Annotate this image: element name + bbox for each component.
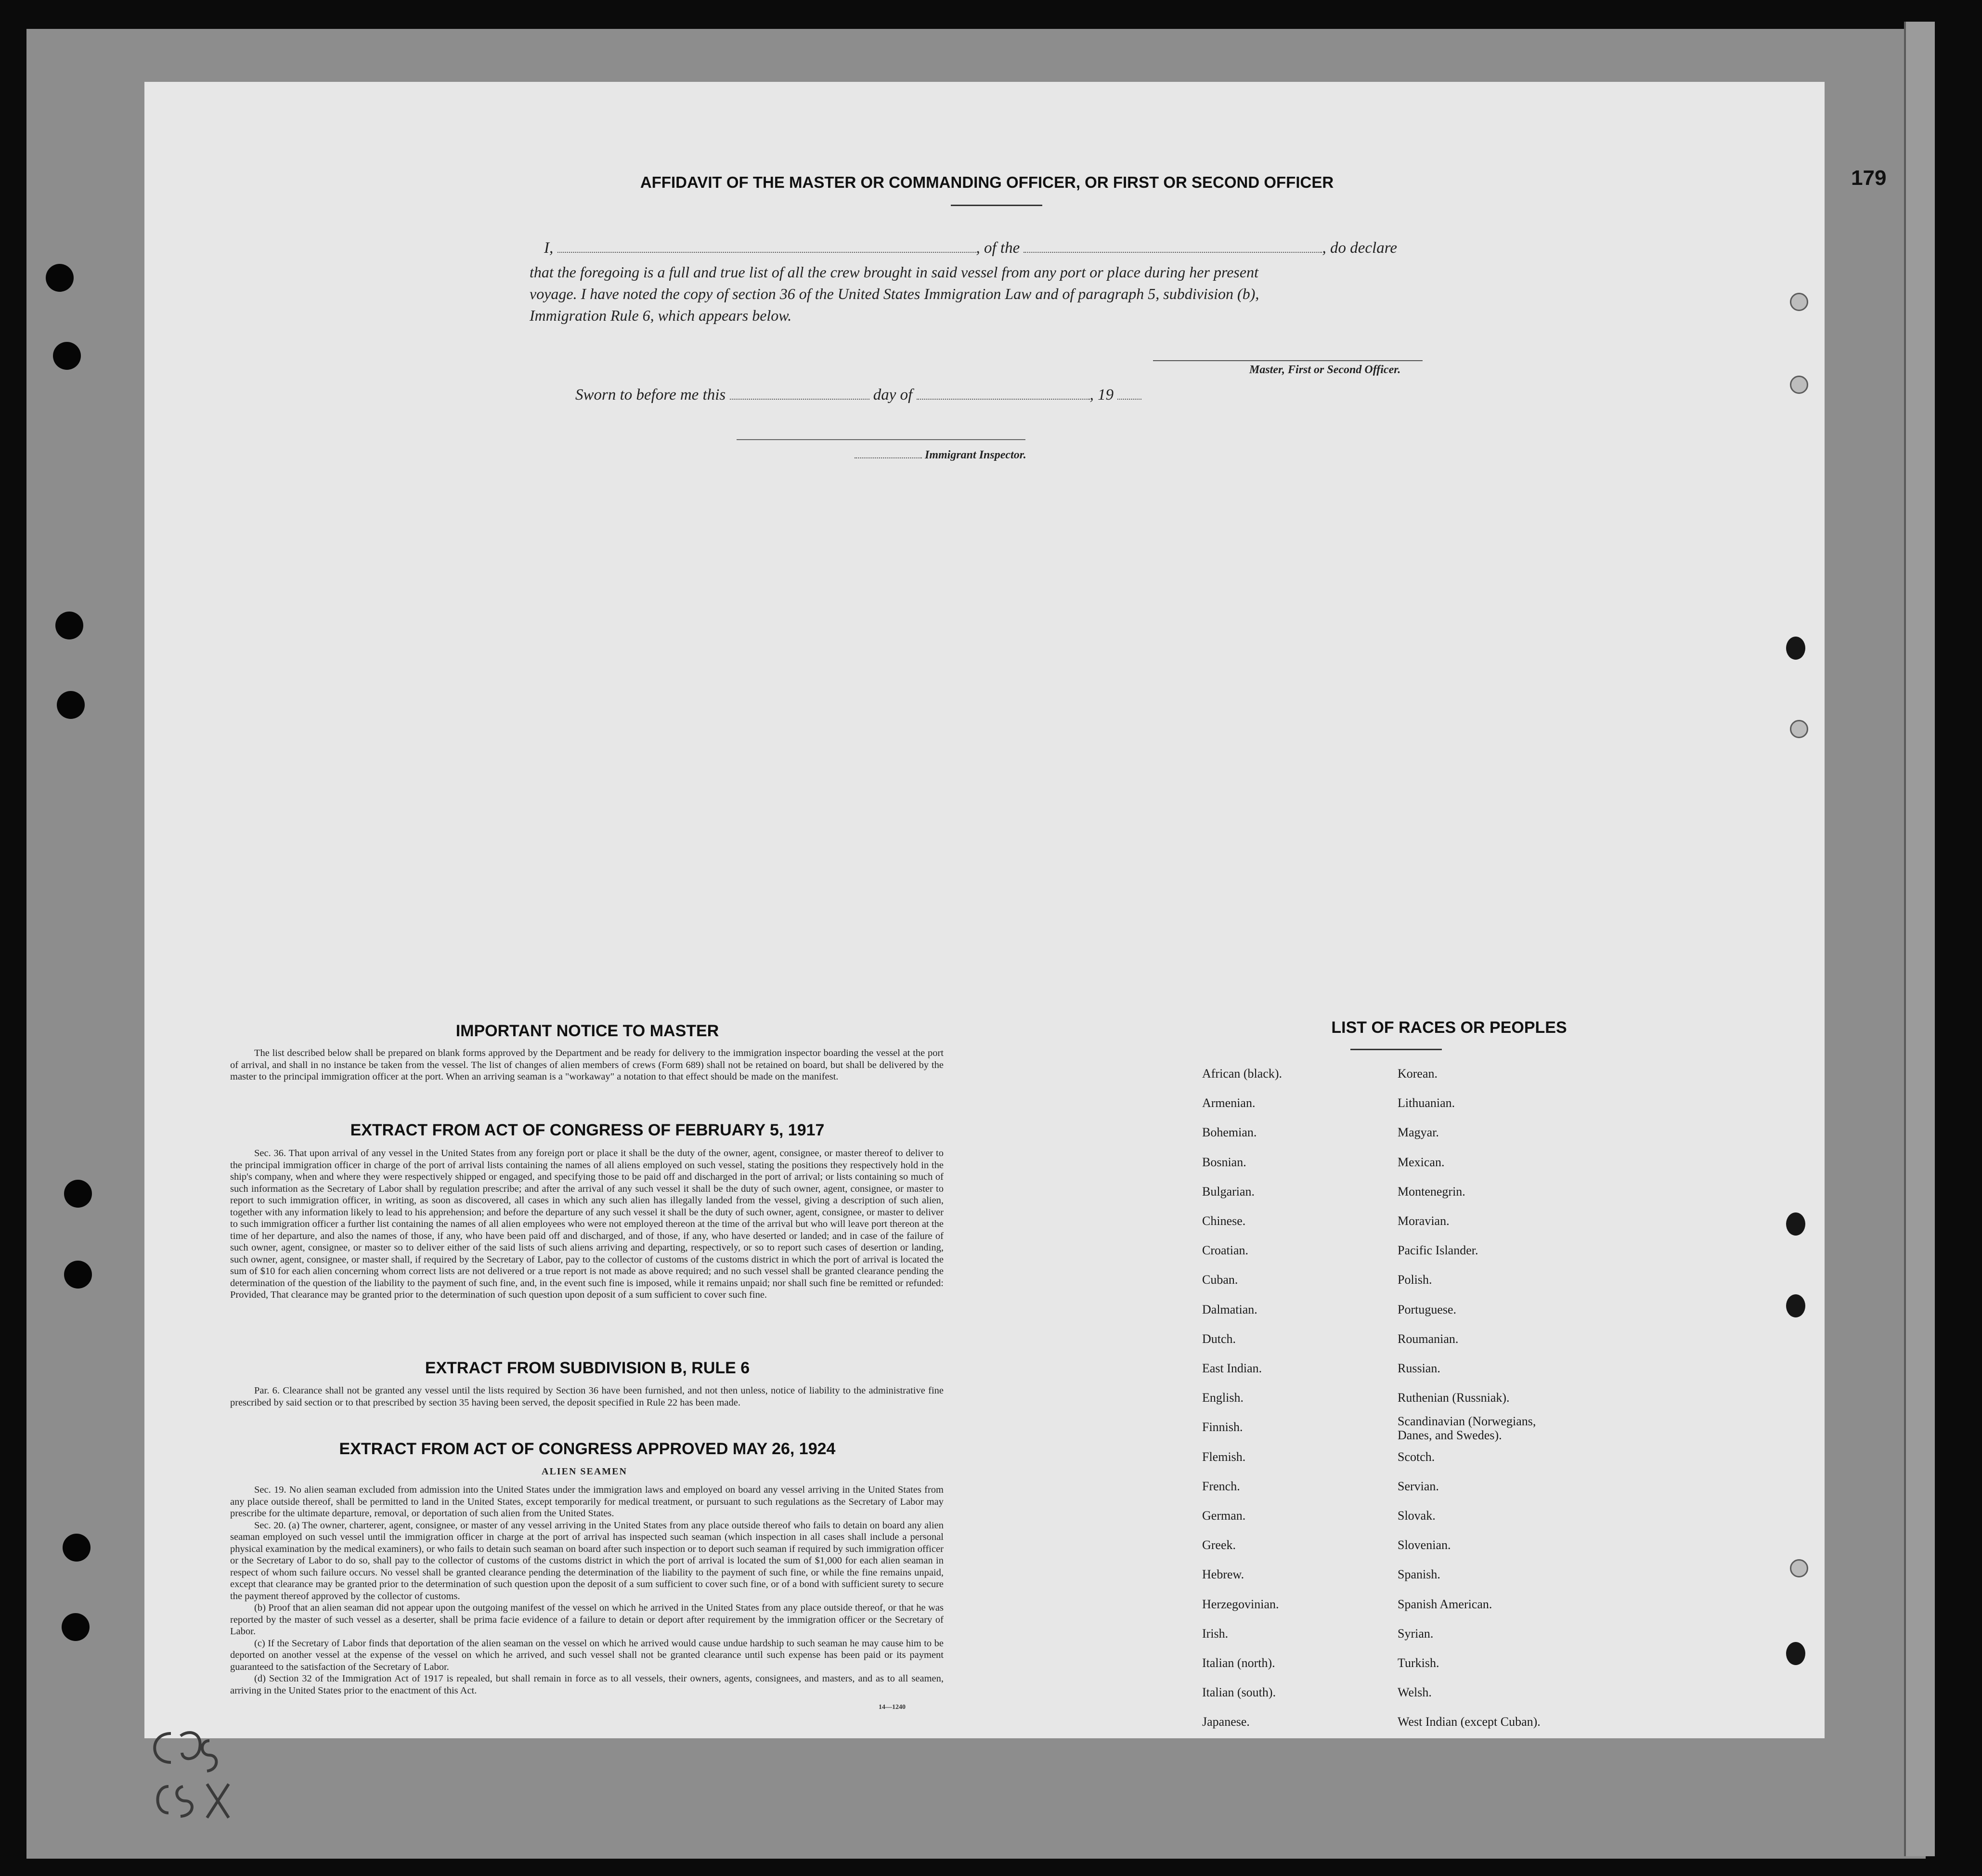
sworn-line xyxy=(575,383,1141,407)
race-item: Montenegrin. xyxy=(1398,1184,1465,1199)
race-item: Portuguese. xyxy=(1398,1302,1457,1316)
race-item: Flemish. xyxy=(1202,1449,1246,1464)
binder-hole xyxy=(1786,1212,1805,1236)
binder-hole xyxy=(1790,720,1808,738)
extract-1924-paragraph: (b) Proof that an alien seaman did not appear upon the outgoing manifest of the vessel on which he arrived in the United States from any place outside thereof, or that he was reported by the master of such vessel as a deserter, shall be prima facie evidence of a failure to detain or deport after requirement by the immigration officer or the Secretary of Labor. xyxy=(230,1602,944,1637)
race-item: Pacific Islander. xyxy=(1398,1243,1478,1258)
race-item: Italian (south). xyxy=(1202,1685,1276,1700)
extract-1917-text xyxy=(230,1147,944,1301)
binder-hole xyxy=(57,691,85,719)
form-code: 14—1240 xyxy=(879,1704,906,1711)
race-item: Irish. xyxy=(1202,1626,1229,1641)
binder-hole xyxy=(1786,637,1805,660)
race-item: Servian. xyxy=(1398,1479,1439,1493)
extract-1924-paragraph: (c) If the Secretary of Labor finds that deportation of the alien seaman on the vessel on which he arrived would cause undue hardship to such seaman he may cause him to be deported on another vessel at the expense of the vessel on which he arrived, and such vessel shall not be granted clearance until such expense has been paid or its payment guaranteed to the satisfaction of the Secretary of Labor. xyxy=(230,1638,944,1672)
race-item: Croatian. xyxy=(1202,1243,1249,1258)
race-item: West Indian (except Cuban). xyxy=(1398,1715,1541,1729)
race-item: Cuban. xyxy=(1202,1273,1238,1287)
race-item: Russian. xyxy=(1398,1361,1440,1375)
binder-hole xyxy=(62,1613,90,1641)
binder-hole xyxy=(53,342,81,370)
divider xyxy=(951,205,1042,206)
sworn-prefix: Sworn to before me this xyxy=(575,386,726,404)
page-number: 179 xyxy=(1851,166,1887,190)
affidavit-line-3: voyage. I have noted the copy of section 36 of the United States Immigration Law and of paragraph 5, subdivision (b), xyxy=(530,285,1259,302)
sworn-day-of: day of xyxy=(873,386,913,404)
race-item: Magyar. xyxy=(1398,1125,1439,1140)
inspector-label xyxy=(855,449,1026,462)
race-item: Bohemian. xyxy=(1202,1125,1257,1140)
race-item: Scandinavian (Norwegians, Danes, and Swedes). xyxy=(1398,1414,1536,1443)
extract-1924-text xyxy=(230,1484,944,1696)
affidavit-line-1 xyxy=(544,236,1397,260)
binder-hole xyxy=(1790,1559,1808,1577)
race-item: Lithuanian. xyxy=(1398,1096,1455,1110)
affidavit-line-2: that the foregoing is a full and true list of all the crew brought in said vessel from any port or place during her present xyxy=(530,263,1258,281)
binder-hole xyxy=(1786,1642,1805,1665)
notice-title: IMPORTANT NOTICE TO MASTER xyxy=(455,1022,719,1040)
extract-rule6-title: EXTRACT FROM SUBDIVISION B, RULE 6 xyxy=(425,1359,750,1377)
race-item: Mexican. xyxy=(1398,1155,1445,1169)
year-blank xyxy=(1117,399,1141,400)
binder-hole xyxy=(46,264,74,292)
race-item: Dalmatian. xyxy=(1202,1302,1257,1316)
binder-hole xyxy=(64,1180,92,1208)
race-item: Korean. xyxy=(1398,1067,1438,1081)
race-item: Ruthenian (Russniak). xyxy=(1398,1391,1510,1405)
sworn-year: , 19 xyxy=(1089,386,1114,404)
race-item: Roumanian. xyxy=(1398,1331,1459,1346)
affidavit-title: AFFIDAVIT OF THE MASTER OR COMMANDING OFFICER, OR FIRST OR SECOND OFFICER xyxy=(640,173,1334,191)
race-item: Japanese. xyxy=(1202,1715,1250,1729)
binder-hole xyxy=(1790,293,1808,311)
month-blank xyxy=(917,399,1090,400)
signature-label: Master, First or Second Officer. xyxy=(1249,364,1401,376)
name-blank xyxy=(557,252,976,253)
race-item: Syrian. xyxy=(1398,1626,1434,1641)
race-item: African (black). xyxy=(1202,1067,1282,1081)
race-item: Bosnian. xyxy=(1202,1155,1246,1169)
race-item: Moravian. xyxy=(1398,1214,1450,1228)
race-item: German. xyxy=(1202,1509,1246,1523)
race-item: East Indian. xyxy=(1202,1361,1262,1375)
race-item: Chinese. xyxy=(1202,1214,1246,1228)
race-item: Armenian. xyxy=(1202,1096,1256,1110)
binder-edge xyxy=(1904,22,1935,1856)
race-item: Spanish American. xyxy=(1398,1597,1492,1611)
notice-text xyxy=(230,1047,944,1083)
alien-seamen-subtitle: ALIEN SEAMEN xyxy=(542,1466,627,1477)
race-item: Hebrew. xyxy=(1202,1567,1244,1582)
race-item: Polish. xyxy=(1398,1273,1432,1287)
race-item: Herzegovinian. xyxy=(1202,1597,1279,1611)
vessel-blank xyxy=(1023,252,1322,253)
affidavit-of-the: , of the xyxy=(976,239,1020,257)
extract-rule6-paragraph: Par. 6. Clearance shall not be granted any vessel until the lists required by Section 36 have been furnished, and not then unless, notice of liability to the administrative fine prescribed by said section or to that prescribed by section 35 having been served, the deposit specified in Rule 22 has been made. xyxy=(230,1385,944,1408)
extract-1924-paragraph: Sec. 20. (a) The owner, charterer, agent, consignee, or master of any vessel arriving in the United States from any place outside thereof who fails to detain on board any alien seaman employed on such vessel until the immigration officer in charge at the port of arrival has inspected such seaman (which inspection in all cases shall include a personal physical examination by the medical examiners), or who fails to detain such seaman on board after such inspection or to deport such seaman if required by such immigration officer or the Secretary of Labor to do so, shall pay to the collector of customs of the customs district in which the port of arrival is located the sum of $1,000 for each alien seaman in respect of whom such failure occurs. No vessel shall be granted clearance pending the determination of the liability to the payment of such fine, or while the fine remains unpaid, except that clearance may be granted prior to the determination of such question upon the deposit of a sum sufficient to cover such fine, or of a bond with sufficient surety to secure the payment thereof approved by the collector of customs. xyxy=(230,1520,944,1602)
race-item: Finnish. xyxy=(1202,1420,1243,1434)
race-item: Greek. xyxy=(1202,1538,1236,1552)
races-title: LIST OF RACES OR PEOPLES xyxy=(1331,1018,1567,1037)
extract-1924-title: EXTRACT FROM ACT OF CONGRESS APPROVED MAY 26, 1924 xyxy=(339,1440,836,1458)
notice-paragraph: The list described below shall be prepared on blank forms approved by the Department and be ready for delivery to the immigration inspector boarding the vessel at the port of arrival, and shall in no instance be taken from the vessel. The list of changes of alien members of crews (Form 689) shall not be retained on board, but shall be delivered by the master to the principal immigration officer at the port. When an arriving seaman is a "workaway" a notation to that effect should be made on the manifest. xyxy=(230,1048,944,1082)
extract-rule6-text xyxy=(230,1385,944,1408)
inspector-label-text: Immigrant Inspector. xyxy=(925,449,1026,461)
affidavit-i: I, xyxy=(544,239,554,257)
extract-1924-paragraph: (d) Section 32 of the Immigration Act of 1917 is repealed, but shall remain in force as to all vessels, their owners, agents, consignees, and masters, and as to all seamen, arriving in the United States prior to the enactment of this Act. xyxy=(230,1673,944,1696)
divider xyxy=(1350,1049,1442,1050)
race-item: Turkish. xyxy=(1398,1656,1439,1670)
inspector-blank xyxy=(855,457,922,458)
race-item: Bulgarian. xyxy=(1202,1184,1255,1199)
binder-hole xyxy=(64,1261,92,1289)
signature-line xyxy=(1153,360,1423,361)
binder-hole xyxy=(63,1534,91,1562)
race-item: Spanish. xyxy=(1398,1567,1440,1582)
race-item: French. xyxy=(1202,1479,1240,1493)
extract-1917-paragraph: Sec. 36. That upon arrival of any vessel in the United States from any foreign port or place it shall be the duty of the owner, agent, consignee, or master thereof to deliver to the principal immigration officer in charge of the port of arrival lists containing the names of all aliens employed on such vessel, stating the positions they respectively hold in the ship's company, when and where they were respectively shipped or engaged, and specifying those to be paid off and discharged in the port of arrival; or lists containing so much of such information as the Secretary of Labor shall by regulation prescribe; and after the arrival of any such vessel it shall be the duty of such owner, agent, consignee, or master to report to such immigration officer, in writing, as soon as discovered, all cases in which any such alien has illegally landed from the vessel, giving a description of such alien, together with any information likely to lead to his apprehension; and before the departure of any such vessel it shall be the duty of such owner, agent, consignee, or master to deliver to such immigration officer a further list containing the names of all alien employees who were not employed thereon at the time of the arrival but who will leave port thereon at the time of her departure, and also the names of those, if any, who have been paid off and discharged, and of those, if any, who have deserted or landed; and in case of the failure of such owner, agent, consignee, or master so to deliver either of the said lists of such aliens arriving and departing, respectively, or so to report such cases of desertion or landing, such owner, agent, consignee, or master shall, if required by the Secretary of Labor, pay to the collector of customs of the customs district in which the port of arrival is located the sum of $10 for each alien concerning whom correct lists are not delivered or a true report is not made as above required; and no such vessel shall be granted clearance pending the determination of the question of the liability to the payment of such fine, and, in the event such fine is imposed, while it remains unpaid; nor shall such fine be remitted or refunded: Provided, That clearance may be granted prior to the determination of such question upon deposit of a sum sufficient to cover such fine. xyxy=(230,1148,944,1300)
affidavit-line-4: Immigration Rule 6, which appears below. xyxy=(530,307,792,324)
race-item: Scotch. xyxy=(1398,1449,1435,1464)
handwritten-notation xyxy=(144,1714,250,1835)
extract-1924-paragraph: Sec. 19. No alien seaman excluded from admission into the United States under the immigration laws and employed on board any vessel arriving in the United States from any place outside thereof, shall be permitted to land in the United States, except temporarily for medical treatment, or pursuant to such regulations as the Secretary of Labor may prescribe for the ultimate departure, removal, or deportation of such alien from the United States. xyxy=(230,1485,944,1519)
race-item: Welsh. xyxy=(1398,1685,1432,1700)
race-item: Slovenian. xyxy=(1398,1538,1451,1552)
affidavit-do-declare: , do declare xyxy=(1322,239,1397,257)
binder-hole xyxy=(1786,1294,1805,1317)
race-item: Slovak. xyxy=(1398,1509,1436,1523)
day-blank xyxy=(730,399,869,400)
inspector-line xyxy=(737,439,1025,440)
binder-hole xyxy=(1790,376,1808,394)
binder-hole xyxy=(55,612,83,639)
race-item: English. xyxy=(1202,1391,1244,1405)
extract-1917-title: EXTRACT FROM ACT OF CONGRESS OF FEBRUARY 5, 1917 xyxy=(350,1121,825,1139)
race-item: Italian (north). xyxy=(1202,1656,1275,1670)
race-item: Dutch. xyxy=(1202,1331,1236,1346)
